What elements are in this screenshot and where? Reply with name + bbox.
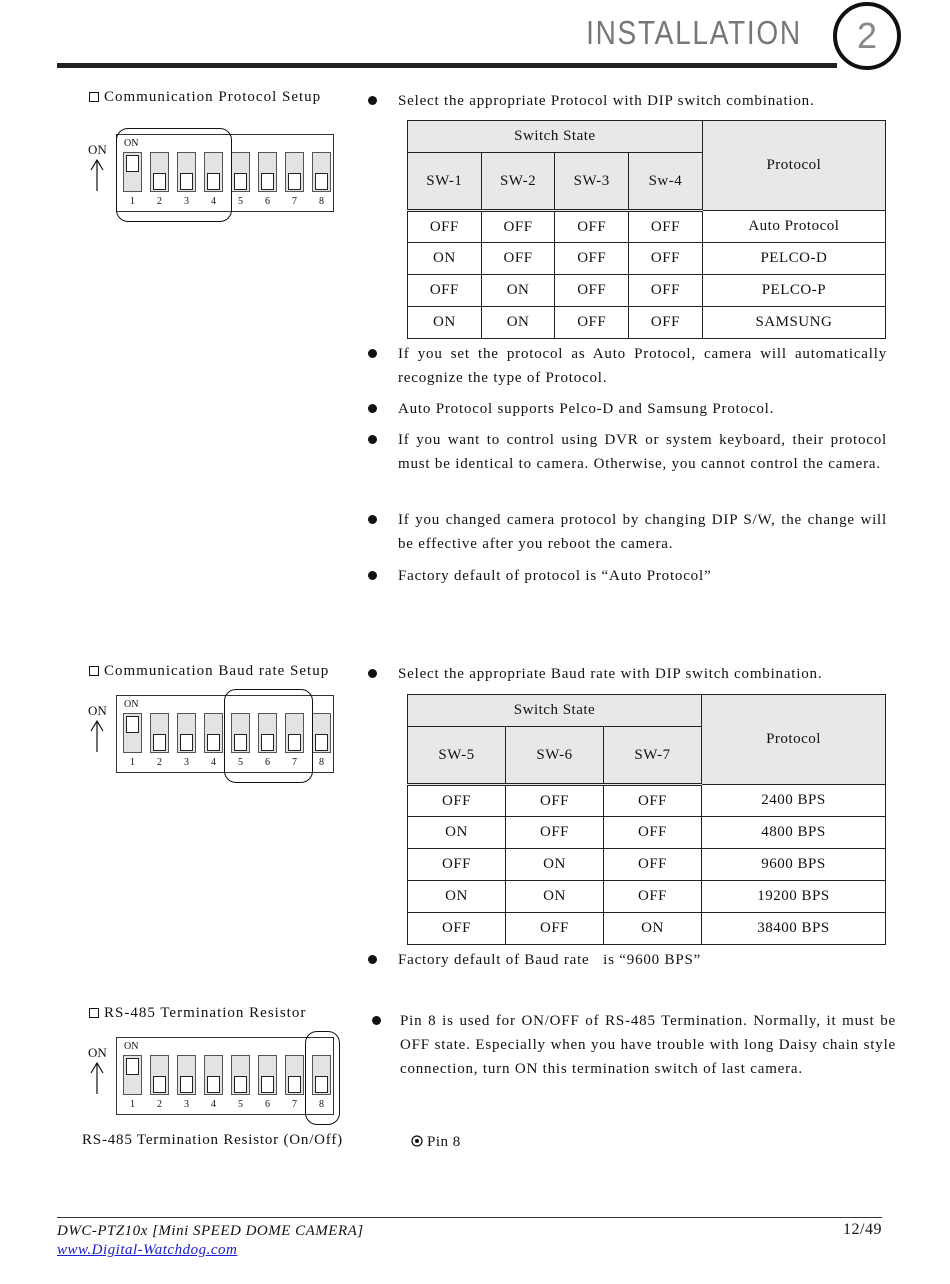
table-row <box>408 275 886 307</box>
table-row <box>408 849 886 881</box>
dip-switch-7 <box>285 1055 304 1095</box>
pin-label <box>411 1134 461 1151</box>
column-header: SW-5 <box>408 727 506 785</box>
switch-cell: OFF <box>408 785 506 817</box>
section-title-text: RS-485 Termination Resistor <box>104 1005 307 1021</box>
switch-cell: ON <box>408 307 482 339</box>
dip-number: 7 <box>292 196 297 207</box>
switch-cell: ON <box>408 243 482 275</box>
switch-cell: ON <box>481 275 555 307</box>
switch-cell: ON <box>604 913 702 945</box>
table-row <box>408 785 886 817</box>
dip-number: 8 <box>319 196 324 207</box>
table-row <box>408 881 886 913</box>
dip-knob <box>261 1076 274 1093</box>
table-row <box>408 913 886 945</box>
dip-switch-8 <box>312 152 331 192</box>
protocol-header: Protocol <box>702 121 885 211</box>
switch-cell: OFF <box>629 211 703 243</box>
section-title-protocol <box>89 89 321 106</box>
switch-cell: OFF <box>555 307 629 339</box>
baud-intro: Select the appropriate Baud rate with DIP switch combination. <box>398 662 822 686</box>
dip-knob <box>126 1058 139 1075</box>
dip-number: 4 <box>211 1099 216 1110</box>
dip-knob <box>288 173 301 190</box>
bullet-icon <box>368 349 377 358</box>
termination-caption: RS-485 Termination Resistor (On/Off) <box>82 1132 343 1148</box>
dip-switch-6 <box>258 1055 277 1095</box>
bullet-icon <box>368 96 377 105</box>
result-cell: 19200 BPS <box>702 881 886 913</box>
result-cell: 38400 BPS <box>702 913 886 945</box>
dip-number: 3 <box>184 196 189 207</box>
dip-switch-4 <box>204 713 223 753</box>
dip-number: 6 <box>265 1099 270 1110</box>
dip-knob <box>153 734 166 751</box>
switch-cell: OFF <box>629 307 703 339</box>
baud-table <box>407 694 886 945</box>
protocol-note-4: If you changed camera protocol by changing DIP S/W, the change will be effective after you reboot the camera. <box>398 508 887 556</box>
dip-number: 3 <box>184 1099 189 1110</box>
table-row <box>408 211 886 243</box>
switch-cell: OFF <box>408 275 482 307</box>
switch-cell: OFF <box>408 849 506 881</box>
chapter-badge: 2 <box>833 2 901 70</box>
dip-switch-6 <box>258 152 277 192</box>
dip-number: 4 <box>211 757 216 768</box>
switch-cell: OFF <box>629 275 703 307</box>
column-header: SW-6 <box>506 727 604 785</box>
arrow-up-icon <box>89 1061 105 1095</box>
dip-knob <box>315 173 328 190</box>
arrow-up-icon <box>89 158 105 192</box>
bullet-icon <box>368 669 377 678</box>
on-side-label: ON <box>88 142 107 157</box>
protocol-note-5: Factory default of protocol is “Auto Protocol” <box>398 564 887 588</box>
dip-number: 1 <box>130 757 135 768</box>
switch-state-header: Switch State <box>408 121 703 153</box>
table-row <box>408 817 886 849</box>
dip-number: 6 <box>265 757 270 768</box>
switch-highlight <box>305 1031 340 1125</box>
bullet-icon <box>372 1016 381 1025</box>
switch-cell: OFF <box>506 913 604 945</box>
switch-cell: OFF <box>604 881 702 913</box>
checkbox-bullet-icon <box>89 666 99 676</box>
result-cell: 9600 BPS <box>702 849 886 881</box>
dip-knob <box>288 1076 301 1093</box>
dip-switch-2 <box>150 1055 169 1095</box>
dip-knob <box>315 734 328 751</box>
dip-knob <box>180 1076 193 1093</box>
column-header: Sw-4 <box>629 153 703 211</box>
on-side-label: ON <box>88 703 107 718</box>
switch-cell: ON <box>408 817 506 849</box>
dip-switch-4 <box>204 1055 223 1095</box>
protocol-note-3: If you want to control using DVR or system keyboard, their protocol must be identical to camera. Otherwise, you cannot control the camera. <box>398 428 887 476</box>
switch-cell: OFF <box>555 275 629 307</box>
protocol-note-1: If you set the protocol as Auto Protocol, camera will automatically recognize the type of Protocol. <box>398 342 887 390</box>
dip-switch-1 <box>123 1055 142 1095</box>
switch-cell: OFF <box>555 243 629 275</box>
switch-cell: OFF <box>604 849 702 881</box>
dip-number: 3 <box>184 757 189 768</box>
dip-number: 5 <box>238 1099 243 1110</box>
switch-cell: OFF <box>481 243 555 275</box>
bullet-icon <box>368 571 377 580</box>
dip-number: 4 <box>211 196 216 207</box>
column-header: SW-3 <box>555 153 629 211</box>
section-title-baud <box>89 663 329 680</box>
column-header: SW-7 <box>604 727 702 785</box>
bullet-icon <box>368 515 377 524</box>
footer-url-link[interactable]: www.Digital-Watchdog.com <box>57 1242 238 1258</box>
result-cell: Auto Protocol <box>702 211 885 243</box>
table-row <box>408 307 886 339</box>
switch-cell: OFF <box>408 913 506 945</box>
switch-cell: OFF <box>506 817 604 849</box>
dip-knob <box>261 173 274 190</box>
dip-on-label: ON <box>124 1041 139 1052</box>
dip-number: 1 <box>130 1099 135 1110</box>
dip-number: 8 <box>319 1099 324 1110</box>
section-title-text: Communication Protocol Setup <box>104 89 322 105</box>
dip-knob <box>234 1076 247 1093</box>
checkbox-bullet-icon <box>89 92 99 102</box>
header-rule <box>57 63 837 68</box>
page-header-title: INSTALLATION <box>586 14 802 51</box>
dip-number: 6 <box>265 196 270 207</box>
dip-number: 5 <box>238 196 243 207</box>
switch-cell: OFF <box>506 785 604 817</box>
switch-cell: OFF <box>629 243 703 275</box>
dip-switch-5 <box>231 152 250 192</box>
result-cell: 2400 BPS <box>702 785 886 817</box>
switch-cell: ON <box>506 849 604 881</box>
protocol-note-2: Auto Protocol supports Pelco-D and Samsung Protocol. <box>398 397 887 421</box>
dip-switch-1 <box>123 713 142 753</box>
page-number: 12/49 <box>843 1221 882 1238</box>
dip-knob <box>153 1076 166 1093</box>
switch-cell: ON <box>408 881 506 913</box>
dip-on-label: ON <box>124 138 139 149</box>
dip-knob <box>180 734 193 751</box>
switch-cell: OFF <box>604 785 702 817</box>
footer-model: DWC-PTZ10x [Mini SPEED DOME CAMERA] <box>57 1223 364 1239</box>
switch-highlight <box>116 128 232 222</box>
result-cell: PELCO-P <box>702 275 885 307</box>
dip-switch-8 <box>312 713 331 753</box>
column-header: SW-1 <box>408 153 482 211</box>
result-cell: 4800 BPS <box>702 817 886 849</box>
dip-number: 1 <box>130 196 135 207</box>
on-side-label: ON <box>88 1045 107 1060</box>
dip-number: 2 <box>157 757 162 768</box>
dip-switch-5 <box>231 1055 250 1095</box>
switch-cell: OFF <box>481 211 555 243</box>
dip-knob <box>126 716 139 733</box>
switch-cell: OFF <box>408 211 482 243</box>
section-title-text: Communication Baud rate Setup <box>104 663 330 679</box>
dip-switch-3 <box>177 713 196 753</box>
dip-knob <box>234 173 247 190</box>
protocol-table-body <box>408 211 886 339</box>
footer-rule <box>57 1217 882 1218</box>
pin-label-text: Pin 8 <box>427 1134 461 1150</box>
switch-cell: ON <box>481 307 555 339</box>
result-cell: SAMSUNG <box>702 307 885 339</box>
arrow-up-icon <box>89 719 105 753</box>
switch-cell: OFF <box>555 211 629 243</box>
section-title-termination <box>89 1005 306 1022</box>
dip-knob <box>207 1076 220 1093</box>
dip-number: 2 <box>157 196 162 207</box>
dip-number: 7 <box>292 1099 297 1110</box>
protocol-intro: Select the appropriate Protocol with DIP switch combination. <box>398 89 815 113</box>
dip-switch-2 <box>150 713 169 753</box>
protocol-table <box>407 120 886 339</box>
switch-highlight <box>224 689 313 783</box>
baud-default-note: Factory default of Baud rate is “9600 BPS” <box>398 948 701 972</box>
checkbox-bullet-icon <box>89 1008 99 1018</box>
dip-number: 5 <box>238 757 243 768</box>
dip-switch-3 <box>177 1055 196 1095</box>
dip-on-label: ON <box>124 699 139 710</box>
switch-cell: ON <box>506 881 604 913</box>
protocol-header: Protocol <box>702 695 886 785</box>
table-row <box>408 243 886 275</box>
dip-knob <box>207 734 220 751</box>
switch-cell: OFF <box>604 817 702 849</box>
baud-table-body <box>408 785 886 945</box>
termination-text: Pin 8 is used for ON/OFF of RS-485 Termination. Normally, it must be OFF state. Especially when you have trouble with long Daisy chain style connection, turn ON this termination switch of last camera. <box>400 1009 896 1081</box>
dip-switch-7 <box>285 152 304 192</box>
bullet-icon <box>368 955 377 964</box>
bullet-icon <box>368 404 377 413</box>
bullet-icon <box>368 435 377 444</box>
circle-dot-icon <box>411 1135 423 1147</box>
dip-number: 8 <box>319 757 324 768</box>
result-cell: PELCO-D <box>702 243 885 275</box>
dip-number: 2 <box>157 1099 162 1110</box>
switch-state-header: Switch State <box>408 695 702 727</box>
column-header: SW-2 <box>481 153 555 211</box>
dip-number: 7 <box>292 757 297 768</box>
